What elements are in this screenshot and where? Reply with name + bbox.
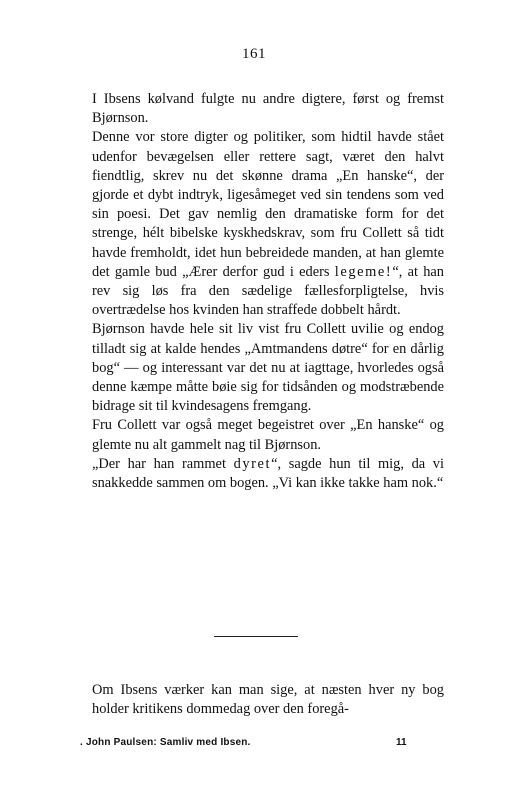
paragraph-4: Fru Collett var også meget begeistret over „En hanske“ og glemte nu alt gammelt nag til Bjørnson. (92, 417, 444, 453)
paragraph-1: I Ibsens kølvand fulgte nu andre digtere, først og fremst Bjørnson. (92, 91, 444, 127)
paragraph-2 (92, 128, 444, 320)
paragraph-5 (92, 455, 444, 493)
page-number: 161 (242, 46, 266, 62)
paragraph-2-part-a: Denne vor store digter og politiker, som hidtil havde stået udenfor bevægelsen eller rettere sagt, været den halvt fiendtlig, skrev nu det skønne drama „En hanske“, der gjorde et dybt indtryk, ligesåmeget ved sin tendens som ved sin poesi. Det gav nemlig den dramatiske form for det strenge, hélt bibelske kyskhedskrav, som fru Collett så tidt havde fremholdt, idet hun bebreidede manden, at han glemte det gamle bud „Ærer derfor gud i eders (92, 129, 444, 280)
paragraph-3: Bjørnson havde hele sit liv vist fru Collett uvilie og endog tilladt sig at kalde hendes „Amtmandens døtre“ for en dårlig bog“ — og interessant var det nu at iagttage, hvorledes også denne kæmpe måtte bøie sig for tidsånden og modstræbende bidrage sit til kvindesagens fremgang. (92, 321, 444, 415)
main-text (92, 90, 444, 493)
paragraph-5-part-b: “, sagde hun til mig, da vi snakkedde sammen om bogen. „Vi kan ikke takke ham nok.“ (92, 455, 444, 492)
paragraph-2-spaced-word: legeme! (334, 263, 393, 280)
paragraph-2-part-b: “, at han rev sig løs fra den sædelige fællesforpligtelse, hvis overtrædelse hos kvinden han straffede dobbelt hårdt. (92, 263, 445, 319)
paragraph-5-part-a: „Der har han rammet (92, 455, 234, 472)
paragraph-6: Om Ibsens værker kan man sige, at næsten hver ny bog holder kritikens dommedag over den foregå- (92, 682, 444, 718)
paragraph-5-spaced-word: dyret (233, 455, 272, 472)
sheet-number: 11 (396, 737, 407, 748)
signature-line: . John Paulsen: Samliv med Ibsen. (80, 737, 251, 748)
section-divider (214, 636, 298, 637)
continuation-text (92, 681, 444, 719)
